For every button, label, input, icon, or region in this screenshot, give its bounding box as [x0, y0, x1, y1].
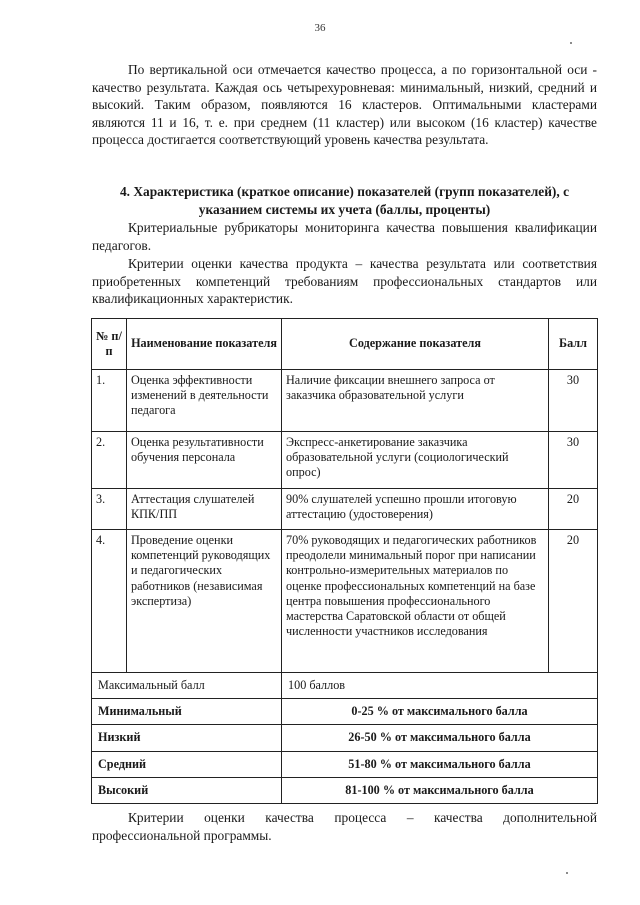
row-name: Проведение оценки компетенций руководящих и педагогических работников (независимая экспертиза) — [127, 530, 282, 673]
table-row — [92, 432, 598, 489]
max-score-value: 100 баллов — [282, 673, 598, 699]
scan-speck — [570, 42, 572, 44]
row-score: 30 — [549, 432, 598, 489]
row-name: Аттестация слушателей КПК/ПП — [127, 489, 282, 530]
row-num: 2. — [92, 432, 127, 489]
row-content: 70% руководящих и педагогических работников преодолели минимальный порог при написании контрольно-измерительных материалов по оценке профессиональных компетенций на базе центра повышения профессионального мастерства Саратовской области от общей численности участников исследования — [282, 530, 549, 673]
table-row — [92, 530, 598, 673]
table-row — [92, 489, 598, 530]
level-range: 0-25 % от максимального балла — [282, 699, 598, 725]
max-score-row — [92, 673, 598, 699]
row-score: 30 — [549, 370, 598, 432]
section-heading: 4. Характеристика (краткое описание) показателей (групп показателей), с указанием системы их учета (баллы, проценты) — [119, 184, 570, 217]
row-name: Оценка эффективности изменений в деятельности педагога — [127, 370, 282, 432]
table-row — [92, 370, 598, 432]
header-content: Содержание показателя — [282, 319, 549, 370]
header-num: № п/п — [92, 319, 127, 370]
level-row — [92, 725, 598, 751]
product-criteria-paragraph: Критерии оценки качества продукта – качества результата или соответствия приобретенных компетенций требованиям профессиональных стандартов или квалификационных характеристик. — [92, 256, 597, 307]
level-range: 81-100 % от максимального балла — [282, 777, 598, 803]
max-score-label: Максимальный балл — [92, 673, 282, 699]
level-label: Минимальный — [92, 699, 282, 725]
page-number: 36 — [314, 22, 326, 34]
row-name: Оценка результативности обучения персонала — [127, 432, 282, 489]
row-content: Наличие фиксации внешнего запроса от заказчика образовательной услуги — [282, 370, 549, 432]
level-label: Высокий — [92, 777, 282, 803]
rubricators-paragraph: Критериальные рубрикаторы мониторинга качества повышения квалификации педагогов. — [92, 220, 597, 253]
level-row — [92, 751, 598, 777]
row-content: Экспресс-анкетирование заказчика образовательной услуги (социологический опрос) — [282, 432, 549, 489]
row-content: 90% слушателей успешно прошли итоговую аттестацию (удостоверения) — [282, 489, 549, 530]
row-score: 20 — [549, 489, 598, 530]
intro-paragraph: По вертикальной оси отмечается качество процесса, а по горизонтальной оси - качество результата. Каждая ось четырехуровневая: минимальный, низкий, средний и высокий. Таким образом, появляются 16 кластеров. Оптимальными кластерами являются 11 и 16, т. е. при среднем (11 кластер) или высоком (16 кластер) качестве процесса достигается соответствующий уровень качества результата. — [92, 62, 597, 148]
row-score: 20 — [549, 530, 598, 673]
row-num: 3. — [92, 489, 127, 530]
process-criteria-paragraph: Критерии оценки качества процесса – качества дополнительной профессиональной программы. — [92, 810, 597, 843]
level-range: 26-50 % от максимального балла — [282, 725, 598, 751]
level-range: 51-80 % от максимального балла — [282, 751, 598, 777]
table-header-row — [92, 319, 598, 370]
row-num: 4. — [92, 530, 127, 673]
row-num: 1. — [92, 370, 127, 432]
scan-speck — [566, 872, 568, 874]
criteria-table — [91, 318, 598, 804]
header-name: Наименование показателя — [127, 319, 282, 370]
level-row — [92, 777, 598, 803]
level-row — [92, 699, 598, 725]
level-label: Низкий — [92, 725, 282, 751]
level-label: Средний — [92, 751, 282, 777]
header-score: Балл — [549, 319, 598, 370]
